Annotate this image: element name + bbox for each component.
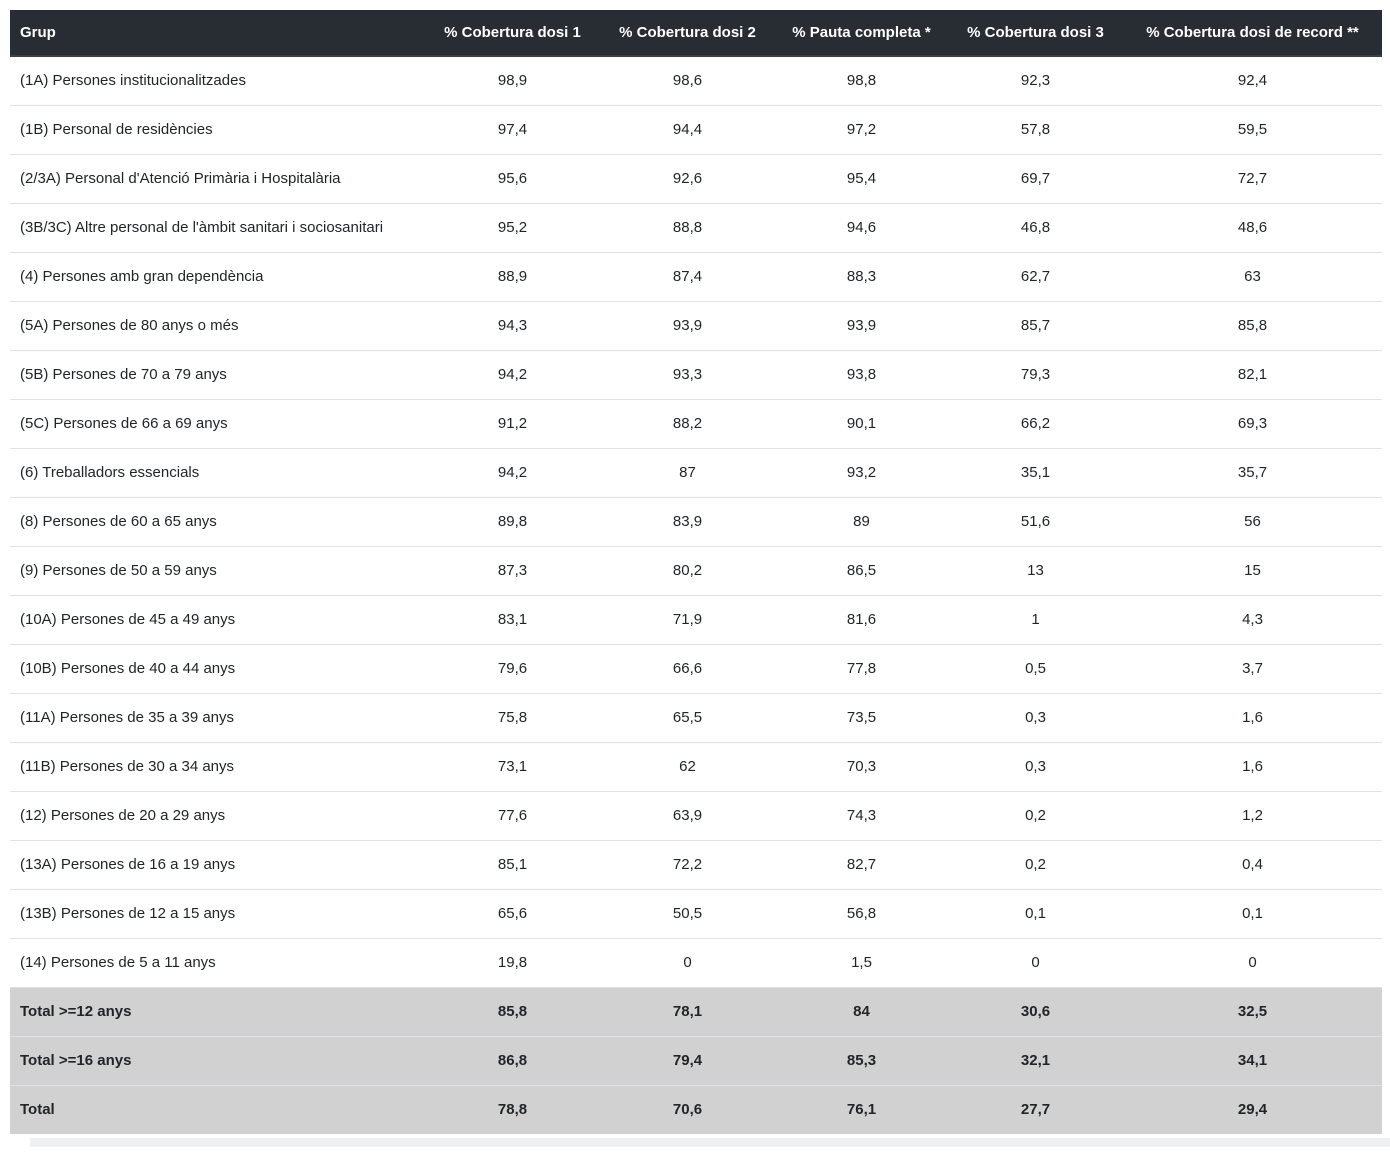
value-cell: 72,7 [1123, 154, 1382, 203]
value-cell: 93,3 [600, 350, 775, 399]
table-row [10, 840, 1382, 889]
value-cell: 46,8 [948, 203, 1123, 252]
table-row [10, 448, 1382, 497]
value-cell: 95,4 [775, 154, 948, 203]
table-row [10, 889, 1382, 938]
value-cell: 92,6 [600, 154, 775, 203]
value-cell: 98,6 [600, 56, 775, 105]
value-cell: 32,5 [1123, 987, 1382, 1036]
value-cell: 87,3 [425, 546, 600, 595]
value-cell: 1,5 [775, 938, 948, 987]
column-header-cobertura-dosi-2: % Cobertura dosi 2 [600, 10, 775, 56]
value-cell: 85,3 [775, 1036, 948, 1085]
value-cell: 79,6 [425, 644, 600, 693]
group-cell: (3B/3C) Altre personal de l'àmbit sanitari i sociosanitari [10, 203, 425, 252]
table-header [10, 10, 1382, 56]
value-cell: 84 [775, 987, 948, 1036]
value-cell: 69,3 [1123, 399, 1382, 448]
table-row [10, 938, 1382, 987]
value-cell: 92,3 [948, 56, 1123, 105]
value-cell: 0,2 [948, 840, 1123, 889]
group-cell: (9) Persones de 50 a 59 anys [10, 546, 425, 595]
value-cell: 32,1 [948, 1036, 1123, 1085]
value-cell: 86,8 [425, 1036, 600, 1085]
value-cell: 66,6 [600, 644, 775, 693]
value-cell: 93,9 [775, 301, 948, 350]
group-cell: (4) Persones amb gran dependència [10, 252, 425, 301]
value-cell: 65,6 [425, 889, 600, 938]
value-cell: 85,1 [425, 840, 600, 889]
value-cell: 89 [775, 497, 948, 546]
table-row [10, 350, 1382, 399]
value-cell: 75,8 [425, 693, 600, 742]
value-cell: 88,3 [775, 252, 948, 301]
column-header-cobertura-dosi-3: % Cobertura dosi 3 [948, 10, 1123, 56]
total-row [10, 987, 1382, 1036]
value-cell: 34,1 [1123, 1036, 1382, 1085]
value-cell: 0,1 [1123, 889, 1382, 938]
value-cell: 65,5 [600, 693, 775, 742]
value-cell: 89,8 [425, 497, 600, 546]
value-cell: 35,7 [1123, 448, 1382, 497]
group-cell: (5C) Persones de 66 a 69 anys [10, 399, 425, 448]
value-cell: 1,2 [1123, 791, 1382, 840]
column-header-cobertura-dosi-record: % Cobertura dosi de record ** [1123, 10, 1382, 56]
value-cell: 85,7 [948, 301, 1123, 350]
value-cell: 0 [1123, 938, 1382, 987]
group-cell: (10A) Persones de 45 a 49 anys [10, 595, 425, 644]
value-cell: 94,3 [425, 301, 600, 350]
group-cell: (2/3A) Personal d'Atenció Primària i Hospitalària [10, 154, 425, 203]
table-row [10, 497, 1382, 546]
value-cell: 62 [600, 742, 775, 791]
group-cell: Total [10, 1085, 425, 1134]
group-cell: (12) Persones de 20 a 29 anys [10, 791, 425, 840]
value-cell: 94,6 [775, 203, 948, 252]
value-cell: 30,6 [948, 987, 1123, 1036]
value-cell: 95,6 [425, 154, 600, 203]
value-cell: 62,7 [948, 252, 1123, 301]
table-row [10, 105, 1382, 154]
value-cell: 0 [948, 938, 1123, 987]
value-cell: 74,3 [775, 791, 948, 840]
value-cell: 97,4 [425, 105, 600, 154]
value-cell: 1,6 [1123, 742, 1382, 791]
group-cell: (11A) Persones de 35 a 39 anys [10, 693, 425, 742]
table-body [10, 56, 1382, 1134]
header-row [10, 10, 1382, 56]
value-cell: 94,2 [425, 448, 600, 497]
value-cell: 72,2 [600, 840, 775, 889]
value-cell: 87 [600, 448, 775, 497]
value-cell: 19,8 [425, 938, 600, 987]
value-cell: 50,5 [600, 889, 775, 938]
value-cell: 94,4 [600, 105, 775, 154]
value-cell: 91,2 [425, 399, 600, 448]
group-cell: (8) Persones de 60 a 65 anys [10, 497, 425, 546]
column-header-grup: Grup [10, 10, 425, 56]
value-cell: 98,9 [425, 56, 600, 105]
group-cell: (13A) Persones de 16 a 19 anys [10, 840, 425, 889]
value-cell: 0,3 [948, 742, 1123, 791]
value-cell: 78,1 [600, 987, 775, 1036]
total-row [10, 1085, 1382, 1134]
value-cell: 48,6 [1123, 203, 1382, 252]
value-cell: 59,5 [1123, 105, 1382, 154]
table-row [10, 203, 1382, 252]
table-row [10, 595, 1382, 644]
value-cell: 0 [600, 938, 775, 987]
value-cell: 88,9 [425, 252, 600, 301]
group-cell: (1B) Personal de residències [10, 105, 425, 154]
value-cell: 95,2 [425, 203, 600, 252]
group-cell: (14) Persones de 5 a 11 anys [10, 938, 425, 987]
value-cell: 92,4 [1123, 56, 1382, 105]
value-cell: 0,3 [948, 693, 1123, 742]
table-row [10, 693, 1382, 742]
value-cell: 93,8 [775, 350, 948, 399]
group-cell: (5A) Persones de 80 anys o més [10, 301, 425, 350]
value-cell: 73,1 [425, 742, 600, 791]
value-cell: 57,8 [948, 105, 1123, 154]
value-cell: 73,5 [775, 693, 948, 742]
value-cell: 1 [948, 595, 1123, 644]
table-row [10, 56, 1382, 105]
value-cell: 86,5 [775, 546, 948, 595]
value-cell: 56,8 [775, 889, 948, 938]
value-cell: 71,9 [600, 595, 775, 644]
table-row [10, 791, 1382, 840]
value-cell: 88,2 [600, 399, 775, 448]
value-cell: 79,3 [948, 350, 1123, 399]
value-cell: 1,6 [1123, 693, 1382, 742]
group-cell: (11B) Persones de 30 a 34 anys [10, 742, 425, 791]
group-cell: (13B) Persones de 12 a 15 anys [10, 889, 425, 938]
group-cell: (1A) Persones institucionalitzades [10, 56, 425, 105]
value-cell: 88,8 [600, 203, 775, 252]
column-header-pauta-completa: % Pauta completa * [775, 10, 948, 56]
value-cell: 85,8 [1123, 301, 1382, 350]
value-cell: 56 [1123, 497, 1382, 546]
value-cell: 97,2 [775, 105, 948, 154]
value-cell: 15 [1123, 546, 1382, 595]
value-cell: 0,2 [948, 791, 1123, 840]
group-cell: (6) Treballadors essencials [10, 448, 425, 497]
value-cell: 70,3 [775, 742, 948, 791]
value-cell: 94,2 [425, 350, 600, 399]
value-cell: 4,3 [1123, 595, 1382, 644]
value-cell: 87,4 [600, 252, 775, 301]
value-cell: 66,2 [948, 399, 1123, 448]
table-row [10, 644, 1382, 693]
value-cell: 98,8 [775, 56, 948, 105]
value-cell: 0,1 [948, 889, 1123, 938]
group-cell: (5B) Persones de 70 a 79 anys [10, 350, 425, 399]
value-cell: 90,1 [775, 399, 948, 448]
value-cell: 70,6 [600, 1085, 775, 1134]
table-row [10, 154, 1382, 203]
value-cell: 93,2 [775, 448, 948, 497]
value-cell: 69,7 [948, 154, 1123, 203]
table-row [10, 546, 1382, 595]
table-row [10, 399, 1382, 448]
page-bottom-strip [30, 1138, 1390, 1147]
value-cell: 27,7 [948, 1085, 1123, 1134]
value-cell: 83,1 [425, 595, 600, 644]
value-cell: 82,1 [1123, 350, 1382, 399]
total-row [10, 1036, 1382, 1085]
coverage-table [10, 10, 1382, 1134]
value-cell: 0,4 [1123, 840, 1382, 889]
value-cell: 77,8 [775, 644, 948, 693]
value-cell: 79,4 [600, 1036, 775, 1085]
value-cell: 63,9 [600, 791, 775, 840]
value-cell: 80,2 [600, 546, 775, 595]
coverage-table-container [10, 10, 1382, 1134]
value-cell: 77,6 [425, 791, 600, 840]
value-cell: 3,7 [1123, 644, 1382, 693]
column-header-cobertura-dosi-1: % Cobertura dosi 1 [425, 10, 600, 56]
value-cell: 76,1 [775, 1085, 948, 1134]
group-cell: Total >=12 anys [10, 987, 425, 1036]
table-row [10, 252, 1382, 301]
value-cell: 35,1 [948, 448, 1123, 497]
table-row [10, 742, 1382, 791]
group-cell: (10B) Persones de 40 a 44 anys [10, 644, 425, 693]
value-cell: 51,6 [948, 497, 1123, 546]
table-row [10, 301, 1382, 350]
value-cell: 83,9 [600, 497, 775, 546]
value-cell: 13 [948, 546, 1123, 595]
value-cell: 0,5 [948, 644, 1123, 693]
value-cell: 82,7 [775, 840, 948, 889]
value-cell: 85,8 [425, 987, 600, 1036]
value-cell: 63 [1123, 252, 1382, 301]
value-cell: 78,8 [425, 1085, 600, 1134]
value-cell: 93,9 [600, 301, 775, 350]
value-cell: 81,6 [775, 595, 948, 644]
value-cell: 29,4 [1123, 1085, 1382, 1134]
group-cell: Total >=16 anys [10, 1036, 425, 1085]
